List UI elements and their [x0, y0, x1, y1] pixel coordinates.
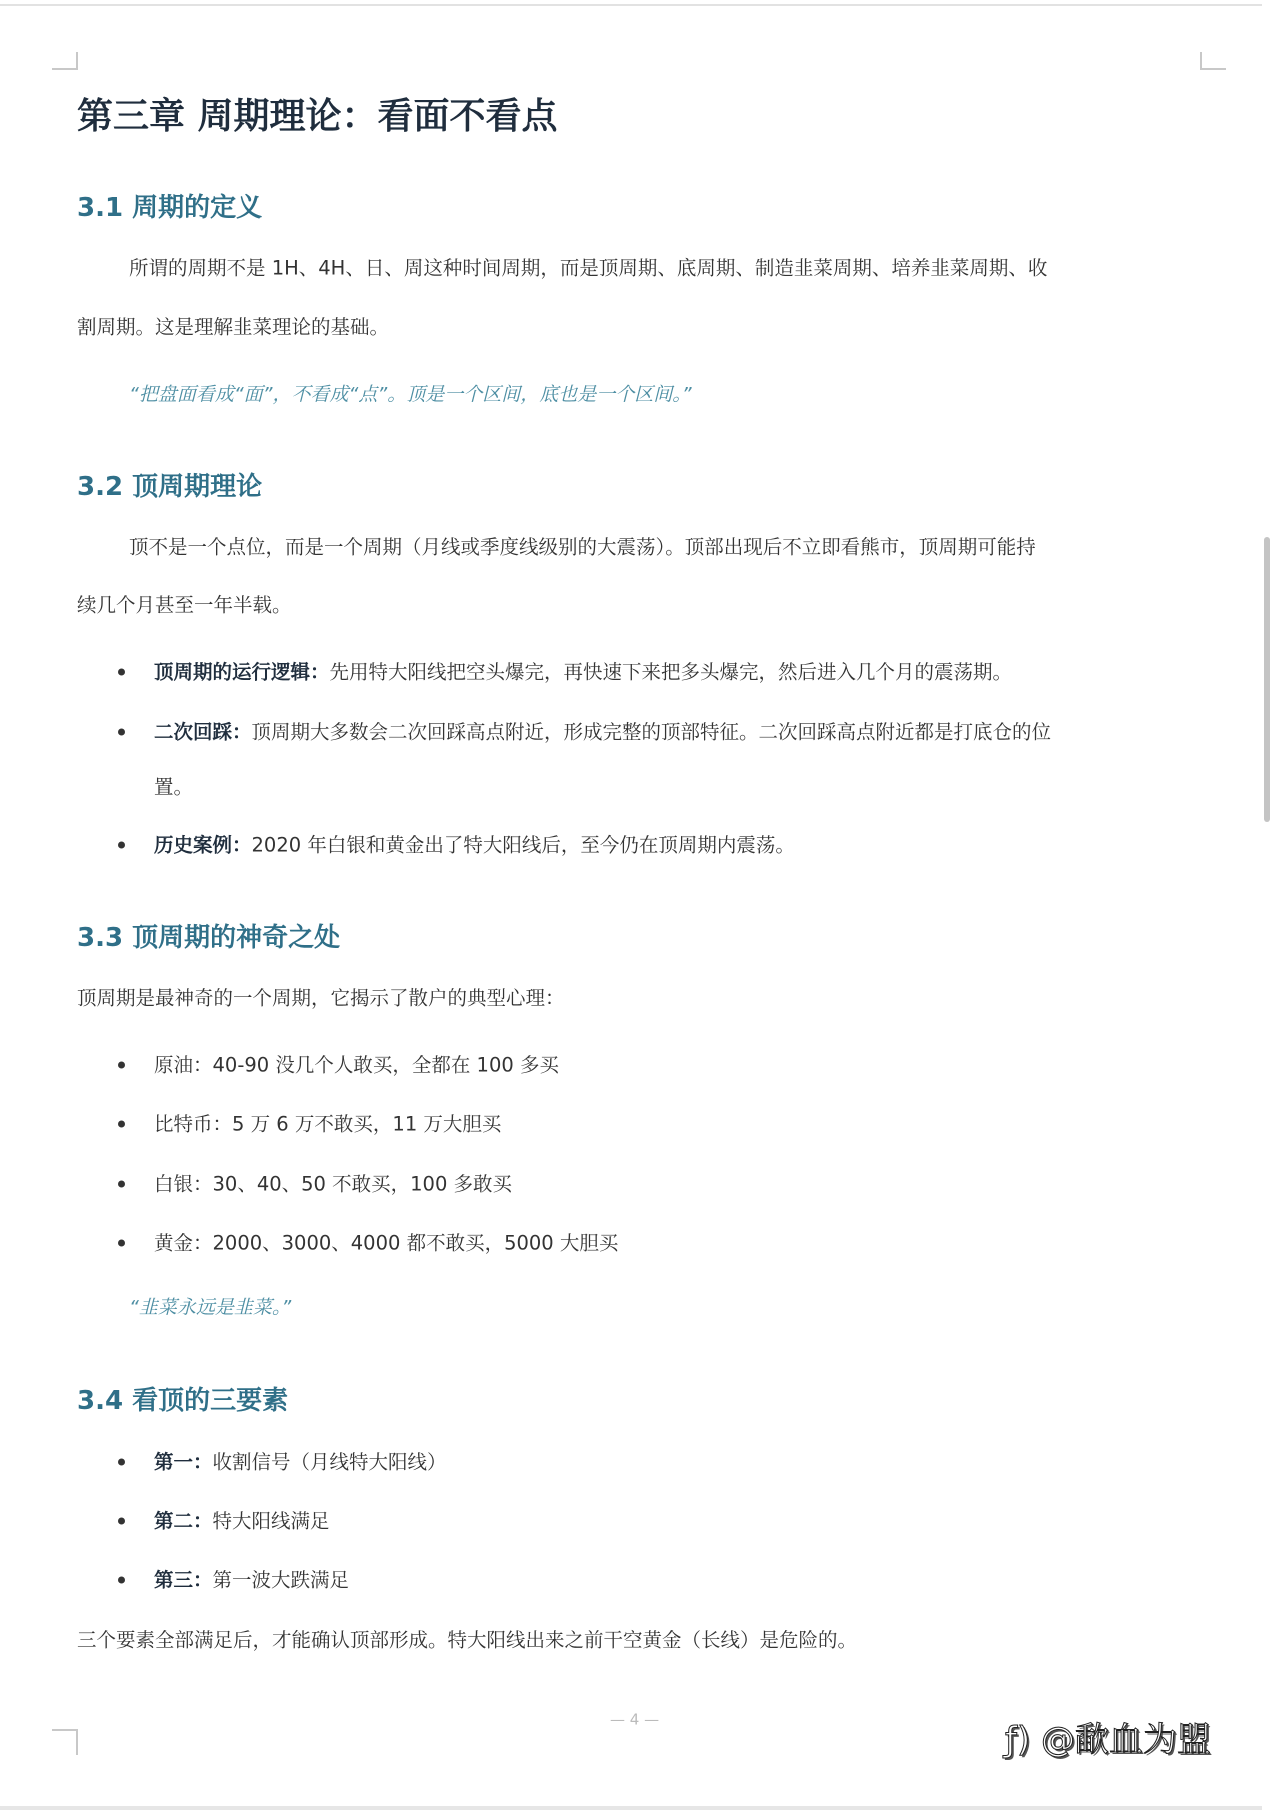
- list-item: 白银：30、40、50 不敢买，100 多敢买: [154, 1172, 513, 1196]
- list-item: [154, 1452, 447, 1472]
- list-item: 原油：40-90 没几个人敢买，全都在 100 多买: [154, 1053, 559, 1077]
- section-heading: 3.2 顶周期理论: [77, 472, 263, 502]
- paragraph: 顶不是一个点位，而是一个周期（月线或季度线级别的大震荡）。顶部出现后不立即看熊市，顶周期可能持: [129, 535, 1036, 559]
- list-item: 比特币：5 万 6 万不敢买，11 万大胆买: [154, 1112, 502, 1136]
- bullet-icon: [118, 1240, 125, 1247]
- section-heading: 3.1 周期的定义: [77, 193, 263, 223]
- bullet-icon: [118, 1459, 125, 1466]
- paragraph: 三个要素全部满足后，才能确认顶部形成。特大阳线出来之前干空黄金（长线）是危险的。: [77, 1628, 858, 1652]
- list-item-label: 第一：: [154, 1450, 213, 1474]
- list-item-label: 第三：: [154, 1568, 213, 1592]
- paragraph: 续几个月甚至一年半载。: [77, 593, 292, 617]
- list-item: [154, 1570, 349, 1590]
- bullet-icon: [118, 669, 125, 676]
- list-item-text: 2020 年白银和黄金出了特大阳线后，至今仍在顶周期内震荡。: [251, 833, 795, 857]
- chapter-title: 第三章 周期理论：看面不看点: [77, 96, 558, 137]
- list-item: 黄金：2000、3000、4000 都不敢买，5000 大胆买: [154, 1231, 619, 1255]
- corner-mark-top-left: [52, 52, 78, 70]
- document-page: [0, 4, 1262, 1810]
- bullet-icon: [118, 1181, 125, 1188]
- list-item-label: 顶周期的运行逻辑：: [154, 660, 330, 684]
- quote: “把盘面看成“面”，不看成“点”。顶是一个区间，底也是一个区间。”: [129, 383, 692, 406]
- section-heading: 3.4 看顶的三要素: [77, 1386, 289, 1416]
- list-item-text: 第一波大跌满足: [212, 1568, 350, 1592]
- list-item-text: 先用特大阳线把空头爆完，再快速下来把多头爆完，然后进入几个月的震荡期。: [329, 660, 1013, 684]
- list-item-text: 顶周期大多数会二次回踩高点附近，形成完整的顶部特征。二次回踩高点附近都是打底仓的位: [251, 720, 1052, 744]
- list-item: [154, 835, 795, 855]
- list-item: [154, 1511, 330, 1531]
- corner-mark-top-right: [1200, 52, 1226, 70]
- quote: “韭菜永远是韭菜。”: [129, 1296, 292, 1319]
- bullet-icon: [118, 729, 125, 736]
- list-item: [154, 662, 1012, 682]
- watermark-text: @歃血为盟: [1041, 1720, 1212, 1760]
- bullet-icon: [118, 842, 125, 849]
- weibo-logo-icon: ƒ): [1005, 1720, 1042, 1760]
- list-item-text: 特大阳线满足: [212, 1509, 330, 1533]
- list-item-label: 二次回踩：: [154, 720, 252, 744]
- list-item-continuation: 置。: [154, 775, 194, 799]
- paragraph: 所谓的周期不是 1H、4H、日、周这种时间周期，而是顶周期、底周期、制造韭菜周期、培养韭菜周期、收: [129, 256, 1048, 280]
- list-item-label: 历史案例：: [154, 833, 252, 857]
- list-item-label: 第二：: [154, 1509, 213, 1533]
- bullet-icon: [118, 1062, 125, 1069]
- list-item-text: 收割信号（月线特大阳线）: [212, 1450, 447, 1474]
- list-item: [154, 722, 1051, 742]
- watermark: [1005, 1720, 1212, 1760]
- page-number: — 4 —: [610, 1710, 660, 1729]
- corner-mark-bottom-left: [52, 1729, 78, 1755]
- scrollbar-thumb[interactable]: [1264, 537, 1270, 822]
- paragraph: 割周期。这是理解韭菜理论的基础。: [77, 315, 390, 339]
- bullet-icon: [118, 1121, 125, 1128]
- bullet-icon: [118, 1518, 125, 1525]
- paragraph: 顶周期是最神奇的一个周期，它揭示了散户的典型心理：: [77, 986, 565, 1010]
- section-heading: 3.3 顶周期的神奇之处: [77, 923, 341, 953]
- bullet-icon: [118, 1577, 125, 1584]
